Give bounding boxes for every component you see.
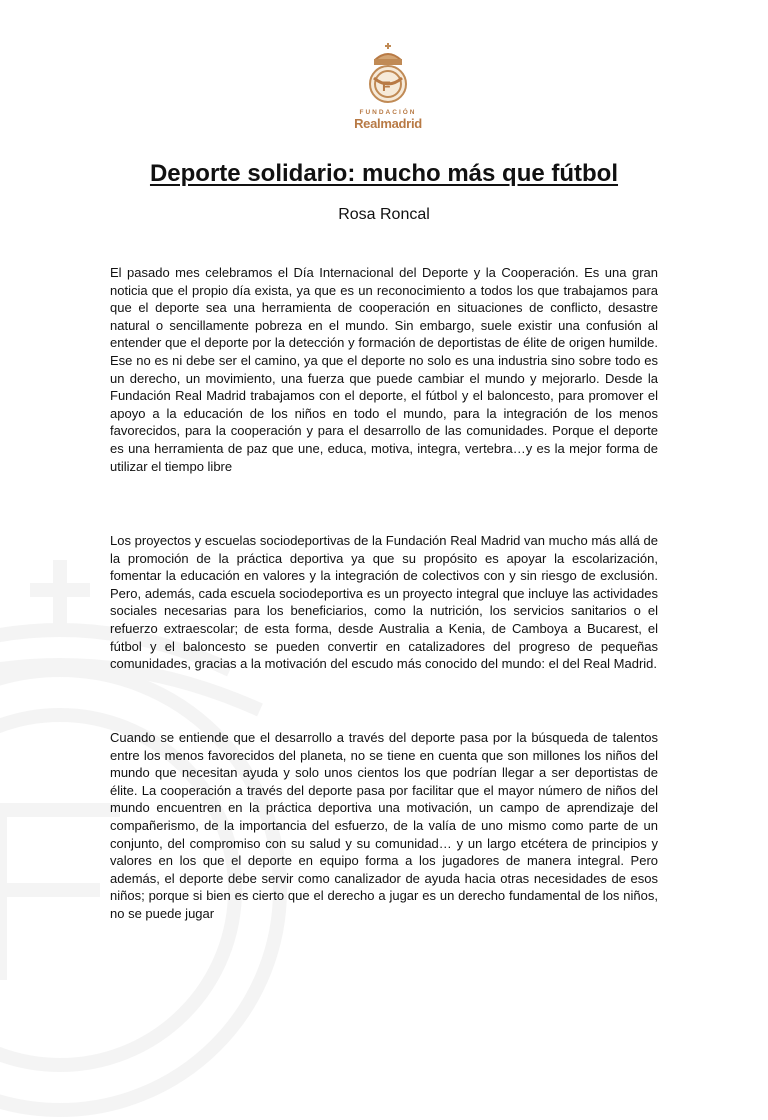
fundacion-logo [350, 42, 426, 131]
paragraph-2: Los proyectos y escuelas sociodeportivas de la Fundación Real Madrid van mucho más allá de la promoción de la práctica deportiva ya que su propósito es apoyar la escolarización, fomentar la educación en valores y la integración de colectivos con y sin riesgo de exclusión. Pero, además, cada escuela sociodeportiva es un proyecto integral que incluye las actividades sociales necesarias para los beneficiarios, como la nutrición, los servicios sanitarios o el refuerzo extraescolar; de esta forma, desde Australia a Kenia, de Camboya a Bucarest, el fútbol y el baloncesto se pueden convertir en catalizadores del progreso de pequeñas comunidades, gracias a la motivación del escudo más conocido del mundo: el del Real Madrid. [110, 533, 658, 672]
article-author: Rosa Roncal [338, 206, 430, 223]
crest-icon [366, 42, 410, 106]
article-title: Deporte solidario: mucho más que fútbol [149, 160, 619, 187]
paragraph-3: Cuando se entiende que el desarrollo a través del deporte pasa por la búsqueda de talentos entre los menos favorecidos del planeta, no se tiene en cuenta que son millones los niños del mundo que necesitan ayuda y solo unos cientos los que podrían llegar a ser deportistas de élite. La cooperación a través del deporte pasa por facilitar que el mayor número de niños del mundo encuentren en la práctica deportiva una motivación, un campo de aprendizaje del compañerismo, de la importancia del esfuerzo, de la valía de uno mismo como parte de un conjunto, del compromiso con su salud y su comunidad… y un largo etcétera de principios y valores en los que el deporte en equipo forma a los jugadores de manera integral. Pero además, el deporte debe servir como canalizador de ayuda hacia otras necesidades de esos niños; porque si bien es cierto que el derecho a jugar es un derecho fundamental de los niños, no se puede jugar [110, 730, 658, 921]
svg-text:F: F [382, 78, 391, 94]
logo-brand-text: Realmadrid [354, 116, 422, 131]
logo-foundation-text: FUNDACIÓN [359, 109, 417, 116]
paragraph-1: El pasado mes celebramos el Día Internacional del Deporte y la Cooperación. Es una gran noticia que el propio día exista, ya que es un reconocimiento a todos los que trabajamos para que el deporte sea una herramienta de cooperación en situaciones de conflicto, desastre natural o sencillamente pobreza en el mundo. Sin embargo, suele existir una confusión al entender que el deporte por la detección y formación de deportistas de élite de origen humilde. Ese no es ni debe ser el camino, ya que el deporte no solo es una industria sino sobre todo es un derecho, un movimiento, una fuerza que puede cambiar el mundo y mejorarlo. Desde la Fundación Real Madrid trabajamos con el deporte, el fútbol y el baloncesto, para promover el apoyo a la educación de los niños en todo el mundo, para la integración de los menos favorecidos, para la cooperación y para el desarrollo de las comunidades. Porque el deporte es una herramienta de paz que une, educa, motiva, integra, vertebra…y es la mejor forma de utilizar el tiempo libre [110, 265, 658, 474]
